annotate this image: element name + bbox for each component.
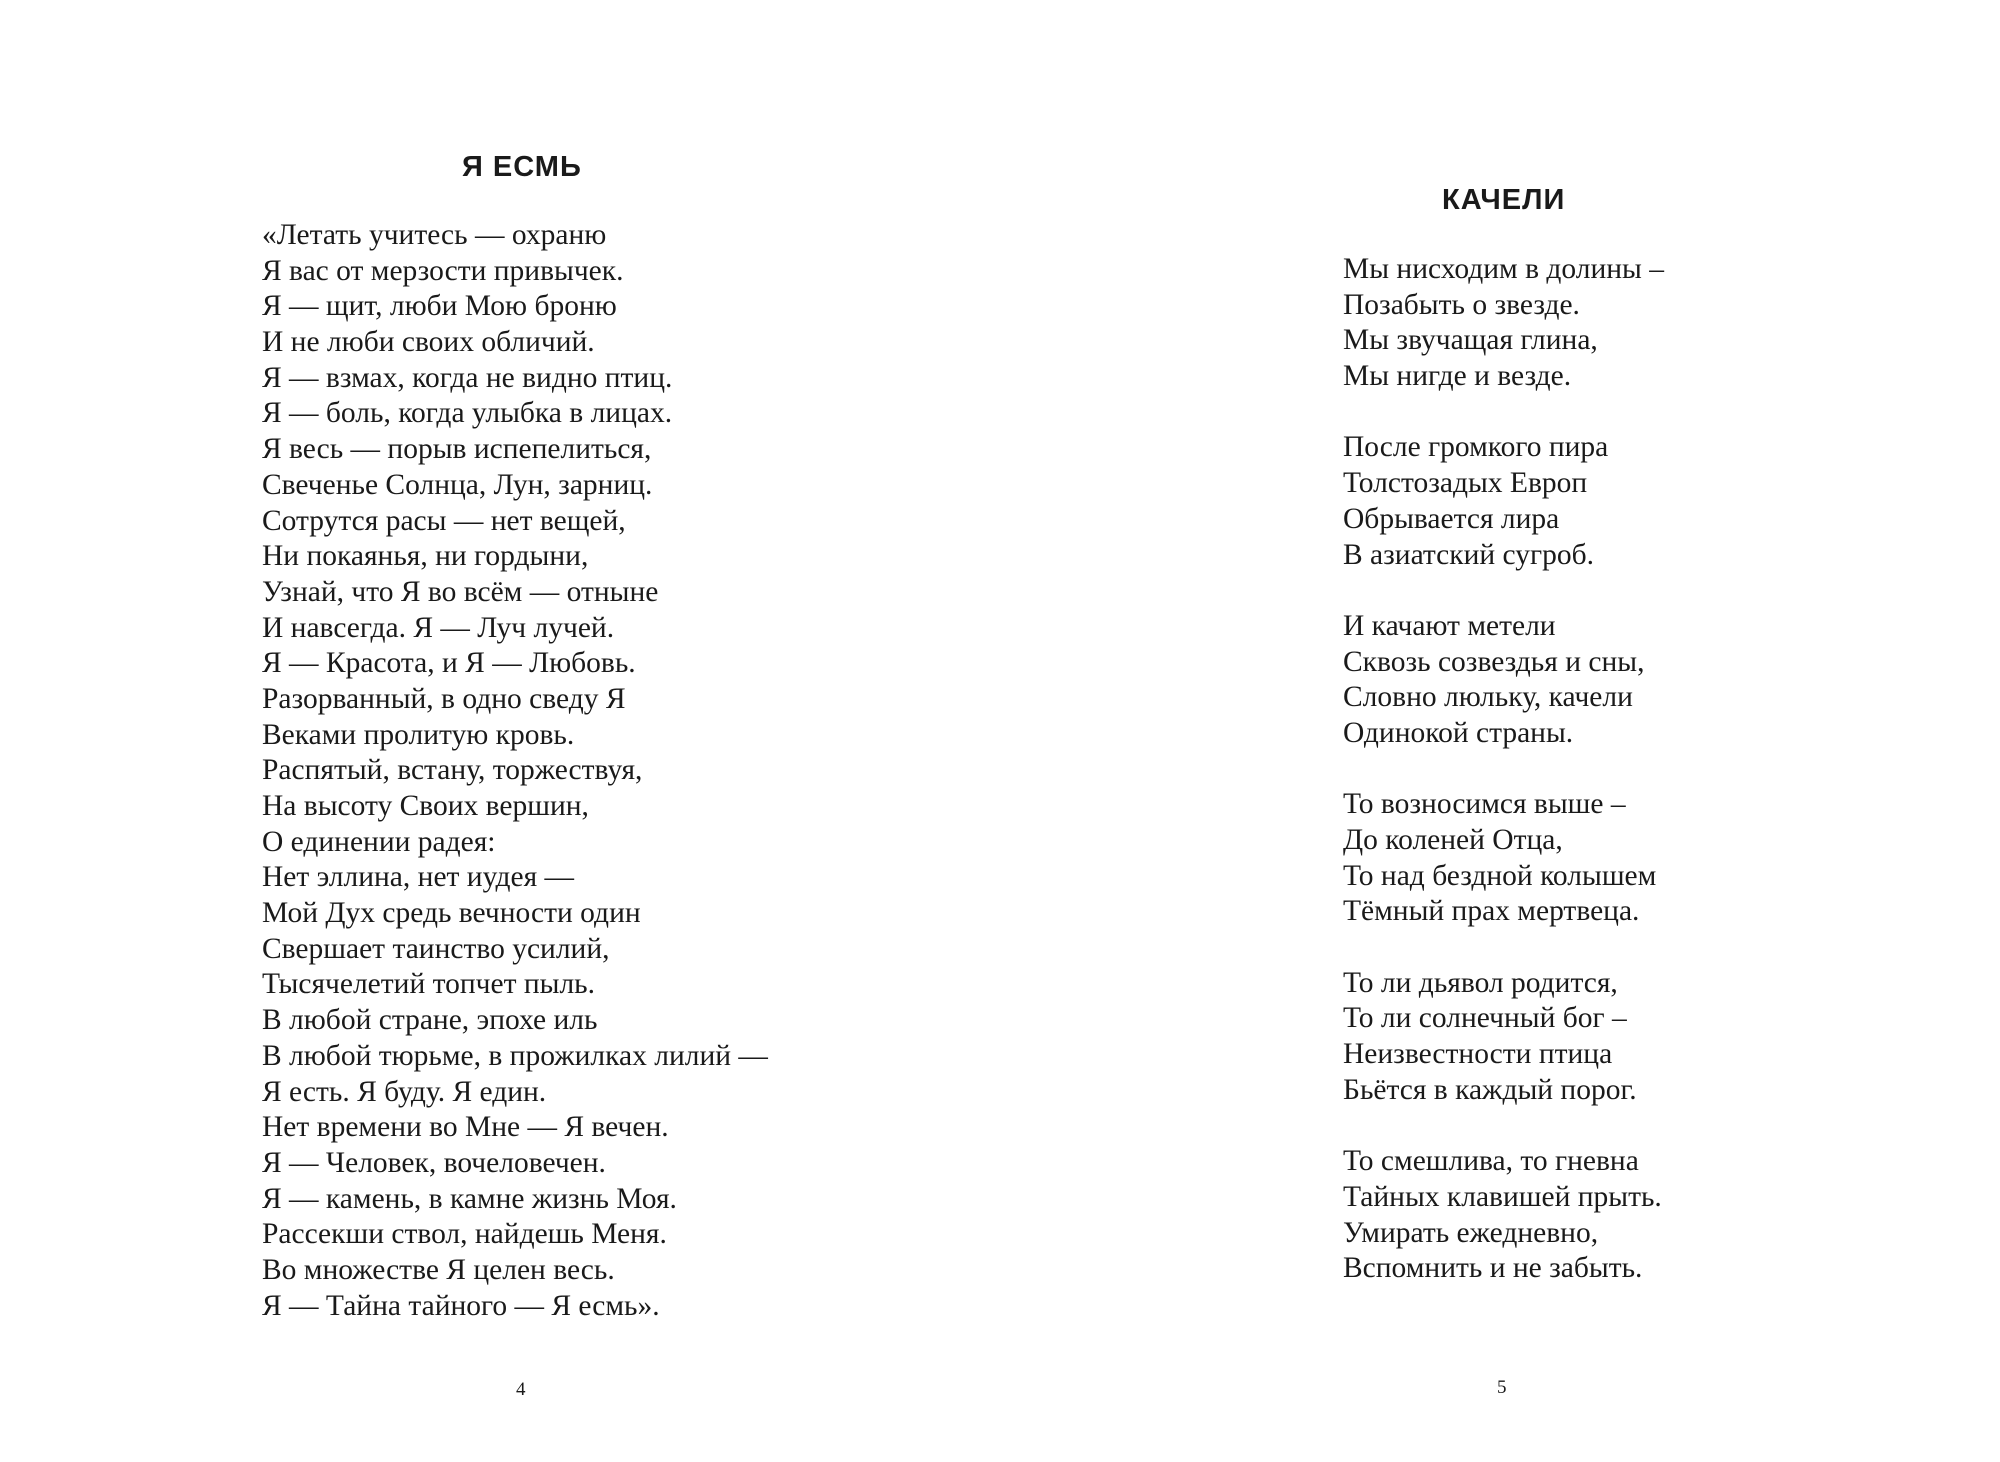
right-page (1000, 0, 2000, 1462)
poem-line: То смешлива, то гневна (1343, 1145, 1639, 1178)
poem-line: До коленей Отца, (1343, 824, 1563, 856)
poem-line: И навсегда. Я — Луч лучей. (262, 611, 615, 644)
poem-line: Я весь — порыв испепелиться, (262, 433, 652, 466)
poem-line: «Летать учитесь — охраню (262, 219, 607, 251)
poem-text (262, 218, 768, 1324)
poem-line: Я — Тайна тайного — Я есмь». (262, 1289, 660, 1322)
poem-line: Я — Красота, и Я — Любовь. (262, 647, 636, 680)
poem-line: Я есть. Я буду. Я един. (262, 1075, 547, 1108)
stanza (1343, 1144, 1664, 1287)
poem-line: В азиатский сугроб. (1343, 538, 1594, 571)
poem-title: Я ЕСМЬ (462, 151, 582, 183)
stanza (1343, 609, 1664, 752)
poem-line: Умирать ежедневно, (1343, 1216, 1599, 1249)
poem-line: То над бездной колышем (1343, 859, 1657, 892)
poem-line: Мы звучащая глина, (1343, 324, 1598, 357)
poem-line: Толстозадых Европ (1343, 467, 1588, 500)
poem-line: Я — боль, когда улыбка в лицах. (262, 397, 673, 430)
poem-line: То ли дьявол родится, (1343, 966, 1618, 999)
poem-line: Мы нисходим в долины – (1343, 253, 1664, 285)
poem-line: Узнай, что Я во всём — отныне (262, 575, 659, 608)
poem-line: Я вас от мерзости привычек. (262, 254, 624, 287)
poem-line: В любой стране, эпохе иль (262, 1004, 598, 1037)
stanza (1343, 252, 1664, 395)
poem-line: Мы нигде и везде. (1343, 360, 1572, 393)
page-number: 4 (516, 1379, 526, 1400)
poem-line: То ли солнечный бог – (1343, 1002, 1627, 1035)
poem-line: После громкого пира (1343, 431, 1609, 464)
poem-line: О единении радея: (262, 825, 496, 858)
poem-line: Я — Человек, вочеловечен. (262, 1146, 606, 1179)
stanza (1343, 966, 1664, 1109)
poem-line: Я — щит, люби Мою броню (262, 290, 617, 323)
poem-line: В любой тюрьме, в прожилках лилий — (262, 1039, 768, 1072)
poem-line: Тайных клавишей прыть. (1343, 1180, 1662, 1213)
poem-line: Мой Дух средь вечности один (262, 897, 641, 930)
poem-line: Сквозь созвездья и сны, (1343, 645, 1645, 678)
poem-line: Разорванный, в одно сведу Я (262, 682, 626, 715)
poem-title: КАЧЕЛИ (1442, 184, 1566, 216)
poem-line: Позабыть о звезде. (1343, 288, 1580, 321)
poem-line: На высоту Своих вершин, (262, 790, 589, 822)
poem-line: Рассекши ствол, найдешь Меня. (262, 1218, 667, 1251)
stanza (1343, 787, 1664, 930)
poem-line: Веками пролитую кровь. (262, 718, 575, 751)
poem-line: Тёмный прах мертвеца. (1343, 895, 1640, 928)
poem-line: Словно люльку, качели (1343, 681, 1633, 714)
poem-line: Нет времени во Мне — Я вечен. (262, 1111, 669, 1144)
poem-line: Нет эллина, нет иудея — (262, 861, 575, 894)
poem-line: Неизвестности птица (1343, 1038, 1613, 1071)
poem-line: Вспомнить и не забыть. (1343, 1252, 1643, 1285)
poem-line: И качают метели (1343, 609, 1556, 642)
stanza (1343, 430, 1664, 573)
poem-line: Одинокой страны. (1343, 716, 1574, 749)
poem-line: И не люби своих обличий. (262, 326, 595, 359)
poem-line: Ни покаянья, ни гордыни, (262, 540, 589, 573)
poem-line: Сотрутся расы — нет вещей, (262, 504, 626, 537)
poem-line: Обрывается лира (1343, 502, 1560, 535)
poem-line: Тысячелетий топчет пыль. (262, 968, 596, 1001)
poem-line: Распятый, встану, торжествуя, (262, 754, 643, 787)
page-number: 5 (1497, 1377, 1507, 1398)
poem-text (1343, 252, 1664, 1287)
poem-line: То возносимся выше – (1343, 788, 1626, 821)
poem-line: Свершает таинство усилий, (262, 932, 610, 965)
poem-line: Свеченье Солнца, Лун, зарниц. (262, 468, 653, 501)
poem-line: Во множестве Я целен весь. (262, 1253, 615, 1286)
poem-line: Я — взмах, когда не видно птиц. (262, 361, 673, 394)
poem-line: Бьётся в каждый порог. (1343, 1073, 1637, 1106)
poem-line: Я — камень, в камне жизнь Моя. (262, 1182, 677, 1215)
